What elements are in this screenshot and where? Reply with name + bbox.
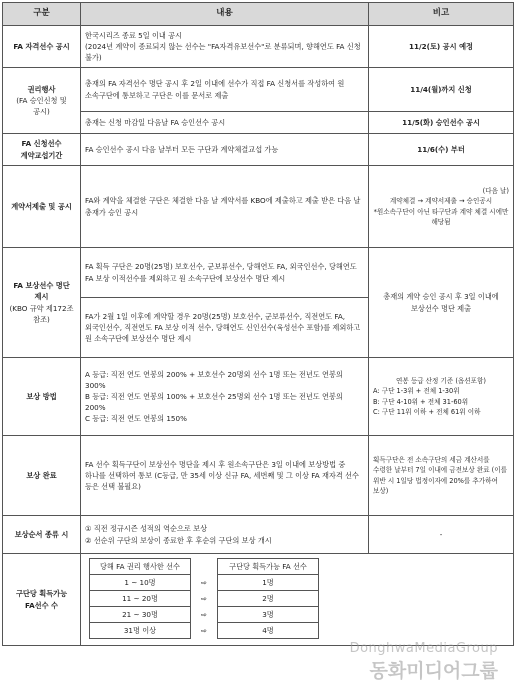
rights-subtitle: (FA 승인신청 및 공시)	[16, 95, 67, 117]
limit-head-right: 구단당 획득가능 FA 선수	[218, 559, 319, 575]
note-fa-notice: 11/2(토) 공시 예정	[369, 26, 514, 68]
row-protect-a	[3, 248, 514, 298]
label-limit: 구단당 획득가능 FA선수 수	[3, 554, 81, 646]
row-complete	[3, 436, 514, 516]
header-content: 내용	[81, 3, 369, 26]
note-complete: 획득구단은 전 소속구단의 세금 계산서를 수령한 날부터 7일 이내에 금전보상 완료 (이를 위반 시 1일당 법정이자에 20%를 추가하여 보상)	[369, 436, 514, 516]
limit-head-row	[90, 559, 319, 575]
rights-title: 권리행사	[27, 84, 56, 94]
label-protect	[3, 248, 81, 358]
watermark-ko: 동화미디어그룹	[369, 660, 498, 682]
salary-criteria-c: C: 구단 11위 이하 + 전체 61위 이하	[373, 407, 481, 416]
row-contract	[3, 166, 514, 248]
row-method	[3, 358, 514, 436]
contract-footnote: *원소속구단이 아닌 타구단과 계약 체결 시에만 해당됨	[373, 207, 509, 226]
protect-title: FA 보상선수 명단 제시	[13, 281, 70, 302]
fa-schedule-table	[2, 2, 514, 646]
limit-head-spacer	[191, 559, 218, 575]
content-protect-a: FA 획득 구단은 20명(25명) 보호선수, 군보류선수, 당해연도 FA, 외국인선수, 당해연도 FA 보상 이적선수를 제외하고 원 소속구단에 보상선수 명단 제시	[81, 248, 369, 298]
watermark-en: DonghwaMediaGroup	[349, 641, 498, 656]
note-order: -	[369, 516, 514, 554]
arrow-icon: ⇨	[200, 625, 208, 635]
limit-range: 1 ~ 10명	[90, 575, 191, 591]
content-complete: FA 선수 획득구단이 보상선수 명단을 제시 후 원소속구단은 3일 이내에 보상방법 중 하나를 선택하여 통보 (C등급, 만 35세 이상 신규 FA, 세번째 및 그 이상 FA 재자격 선수 등은 선택 불필요)	[81, 436, 369, 516]
label-rights	[3, 68, 81, 134]
label-order: 보상순서 종류 시	[3, 516, 81, 554]
limit-range: 31명 이상	[90, 623, 191, 639]
note-contract	[369, 166, 514, 248]
limit-range: 21 ~ 30명	[90, 607, 191, 623]
note-method	[369, 358, 514, 436]
note-protect: 총재의 계약 승인 공시 후 3일 이내에 보상선수 명단 제출	[369, 248, 514, 358]
row-negotiation	[3, 134, 514, 166]
content-order	[81, 516, 369, 554]
note-negotiation: 11/6(수) 부터	[369, 134, 514, 166]
limit-row	[90, 607, 319, 623]
label-method: 보상 방법	[3, 358, 81, 436]
limit-row	[90, 575, 319, 591]
header-note: 비고	[369, 3, 514, 26]
limit-row	[90, 623, 319, 639]
grade-c: C 등급: 직전 연도 연봉의 150%	[85, 414, 187, 424]
label-negotiation: FA 신청선수 계약교섭기간	[3, 134, 81, 166]
arrow-icon: ⇨	[200, 577, 208, 587]
content-limit	[81, 554, 514, 646]
grade-b: B 등급: 직전 연도 연봉의 100% + 보호선수 25명외 선수 1명 또는 전년도 연봉의 200%	[85, 391, 343, 413]
order-rule-1: ① 직전 정규시즌 성적의 역순으로 보상	[85, 524, 208, 534]
contract-next-day: (다음 날)	[482, 187, 509, 196]
note-rights-b: 11/5(화) 승인선수 공시	[369, 112, 514, 134]
limit-count: 4명	[218, 623, 319, 639]
label-contract: 계약서제출 및 공시	[3, 166, 81, 248]
note-rights-a: 11/4(월)까지 신청	[369, 68, 514, 112]
row-fa-notice	[3, 26, 514, 68]
content-protect-b: FA가 2월 1일 이후에 계약할 경우 20명(25명) 보호선수, 군보류선수, 직전연도 FA, 외국인선수, 직전연도 FA 보상 이적 선수, 당해연도 신인선수(육성선수 포함)를 제외하고 원 소속구단에 보상선수 명단 제시	[81, 298, 369, 358]
content-negotiation: FA 승인선수 공시 다음 날부터 모든 구단과 계약체결교섭 가능	[81, 134, 369, 166]
salary-criteria-title: 연봉 등급 산정 기준 (옵션포함)	[396, 377, 486, 386]
row-order	[3, 516, 514, 554]
protect-subtitle: (KBO 규약 제172조 참조)	[9, 303, 74, 324]
content-rights-b: 총재는 신청 마감일 다음날 FA 승인선수 공시	[81, 112, 369, 134]
salary-criteria-b: B: 구단 4-10위 + 전체 31-60위	[373, 397, 469, 406]
order-rule-2: ② 선순위 구단의 보상이 종료한 후 후순위 구단의 보상 개시	[85, 535, 272, 545]
label-complete: 보상 완료	[3, 436, 81, 516]
content-rights-a: 총재의 FA 자격선수 명단 공시 후 2일 이내에 선수가 직접 FA 신청서를 작성하여 원 소속구단에 통보하고 구단은 이를 문서로 제출	[81, 68, 369, 112]
arrow-icon: ⇨	[200, 593, 208, 603]
header-category: 구분	[3, 3, 81, 26]
row-limit	[3, 554, 514, 646]
fa-notice-line-1: 한국시리즈 종료 5일 이내 공시	[85, 30, 183, 40]
fa-notice-line-2: (2024년 계약이 종료되지 않는 선수는 "FA자격유보선수"로 분류되며, 향해연도 FA 신청 불가)	[85, 41, 361, 63]
content-contract: FA와 계약을 체결한 구단은 체결한 다음 날 계약서를 KBO에 제출하고 제출 받은 다음 날 총재가 승인 공시	[81, 166, 369, 248]
label-fa-notice: FA 자격선수 공시	[3, 26, 81, 68]
row-rights-a	[3, 68, 514, 112]
content-method	[81, 358, 369, 436]
limit-count: 3명	[218, 607, 319, 623]
header-row	[3, 3, 514, 26]
fa-limit-table	[89, 558, 319, 639]
limit-count: 1명	[218, 575, 319, 591]
contract-flow: 계약체결 → 계약서제출 → 승인공시	[389, 197, 493, 206]
watermark-logo	[350, 641, 498, 683]
limit-row	[90, 591, 319, 607]
arrow-icon: ⇨	[200, 609, 208, 619]
content-fa-notice	[81, 26, 369, 68]
limit-range: 11 ~ 20명	[90, 591, 191, 607]
limit-head-left: 당해 FA 권리 행사한 선수	[90, 559, 191, 575]
grade-a: A 등급: 직전 연도 연봉의 200% + 보호선수 20명외 선수 1명 또는 전년도 연봉의 300%	[85, 369, 343, 390]
limit-count: 2명	[218, 591, 319, 607]
salary-criteria-a: A: 구단 1-3위 + 전체 1-30위	[373, 387, 460, 396]
